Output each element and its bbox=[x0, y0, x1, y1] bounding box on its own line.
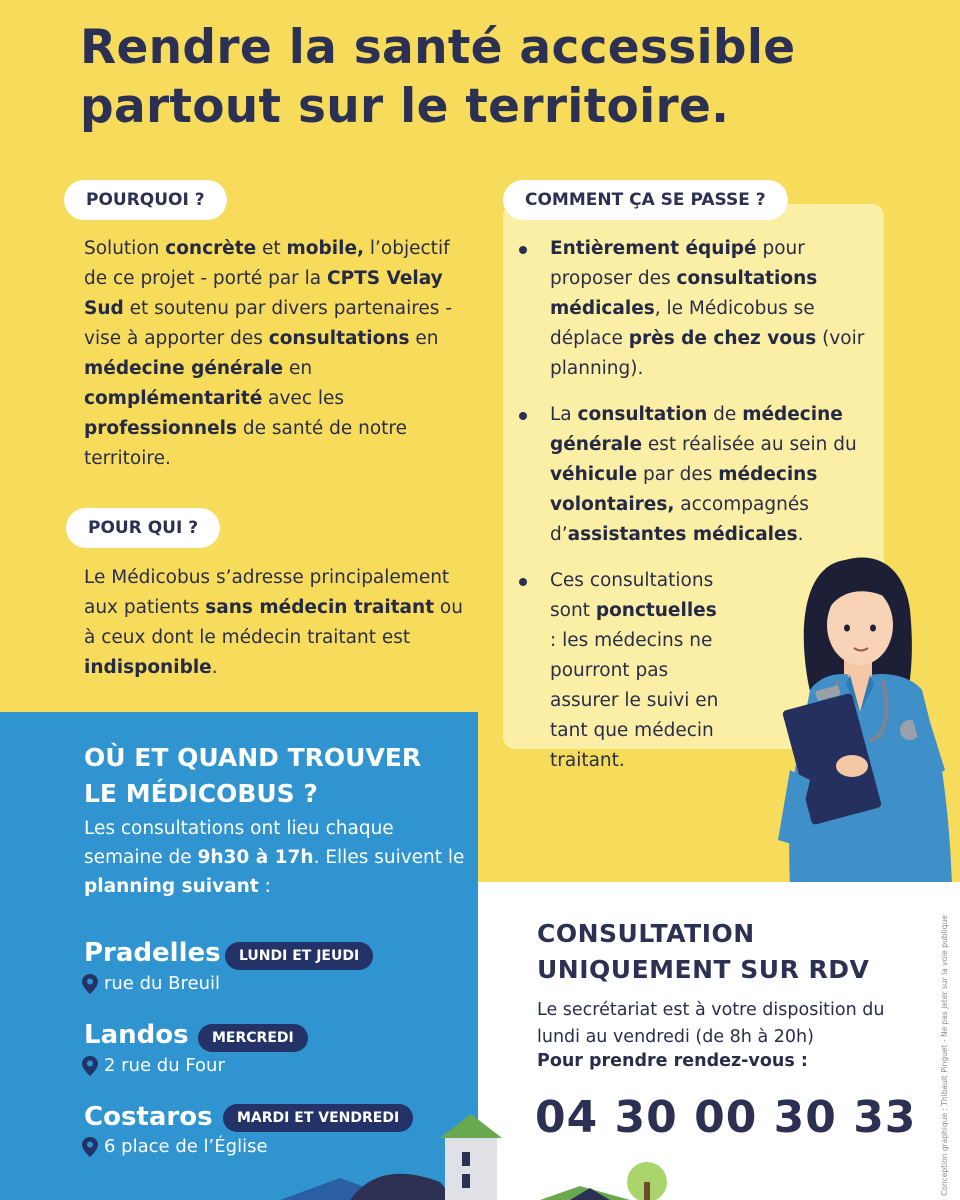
place-days: MARDI ET VENDREDI bbox=[223, 1104, 413, 1132]
comment-label: COMMENT ÇA SE PASSE ? bbox=[503, 180, 788, 220]
place-days: LUNDI ET JEUDI bbox=[225, 942, 373, 970]
where-text: Les consultations ont lieu chaque semaine de 9h30 à 17h. Elles suivent le planning suivant : bbox=[84, 818, 465, 897]
pourquoi-label: POURQUOI ? bbox=[64, 180, 227, 220]
location-pin-icon bbox=[82, 1056, 98, 1076]
place-address: 6 place de l’Église bbox=[82, 1136, 268, 1157]
pourquoi-text: Solution concrète et mobile, l’objectif de ce projet - porté par la CPTS Velay Sud et soutenu par divers partenaires - vise à apporter des consultations en médecine générale en complémentarité avec les professionnels de santé de notre territoire. bbox=[84, 238, 452, 469]
phone-number[interactable]: 04 30 00 30 33 bbox=[535, 1092, 917, 1143]
place-days: MERCREDI bbox=[198, 1024, 308, 1052]
title-line-2: partout sur le territoire. bbox=[80, 79, 730, 134]
pour-qui-text: Le Médicobus s’adresse principalement aux patients sans médecin traitant ou à ceux dont le médecin traitant est indisponible. bbox=[84, 567, 463, 678]
list-item: Ces consultations sont ponctuelles : les médecins ne pourront pas assurer le suivi en tant que médecin traitant. bbox=[516, 566, 876, 776]
list-item: La consultation de médecine générale est réalisée au sein du véhicule par des médecins volontaires, accompagnés d’assistantes médicales. bbox=[516, 400, 876, 550]
place-name: Pradelles bbox=[84, 938, 221, 968]
list-item: Entièrement équipé pour proposer des consultations médicales, le Médicobus se déplace près de chez vous (voir planning). bbox=[516, 234, 876, 384]
page-title bbox=[80, 18, 940, 136]
title-line-1: Rendre la santé accessible bbox=[80, 20, 796, 75]
rdv-text: Le secrétariat est à votre disposition du lundi au vendredi (de 8h à 20h) bbox=[537, 1000, 885, 1047]
credits-text: Conception graphique : Thibault Pinguet - Ne pas jeter sur la voie publique bbox=[940, 915, 949, 1196]
place-name: Landos bbox=[84, 1020, 189, 1050]
place-address: rue du Breuil bbox=[82, 973, 220, 994]
place-name: Costaros bbox=[84, 1102, 213, 1132]
where-title: OÙ ET QUAND TROUVER LE MÉDICOBUS ? bbox=[84, 743, 422, 808]
rdv-title: CONSULTATION UNIQUEMENT SUR RDV bbox=[537, 919, 870, 984]
pour-qui-label: POUR QUI ? bbox=[66, 508, 220, 548]
village-illustration bbox=[280, 1112, 700, 1200]
location-pin-icon bbox=[82, 974, 98, 994]
doctor-illustration bbox=[770, 540, 960, 885]
rdv-cta: Pour prendre rendez-vous : bbox=[537, 1051, 808, 1071]
place-address: 2 rue du Four bbox=[82, 1055, 225, 1076]
location-pin-icon bbox=[82, 1137, 98, 1157]
